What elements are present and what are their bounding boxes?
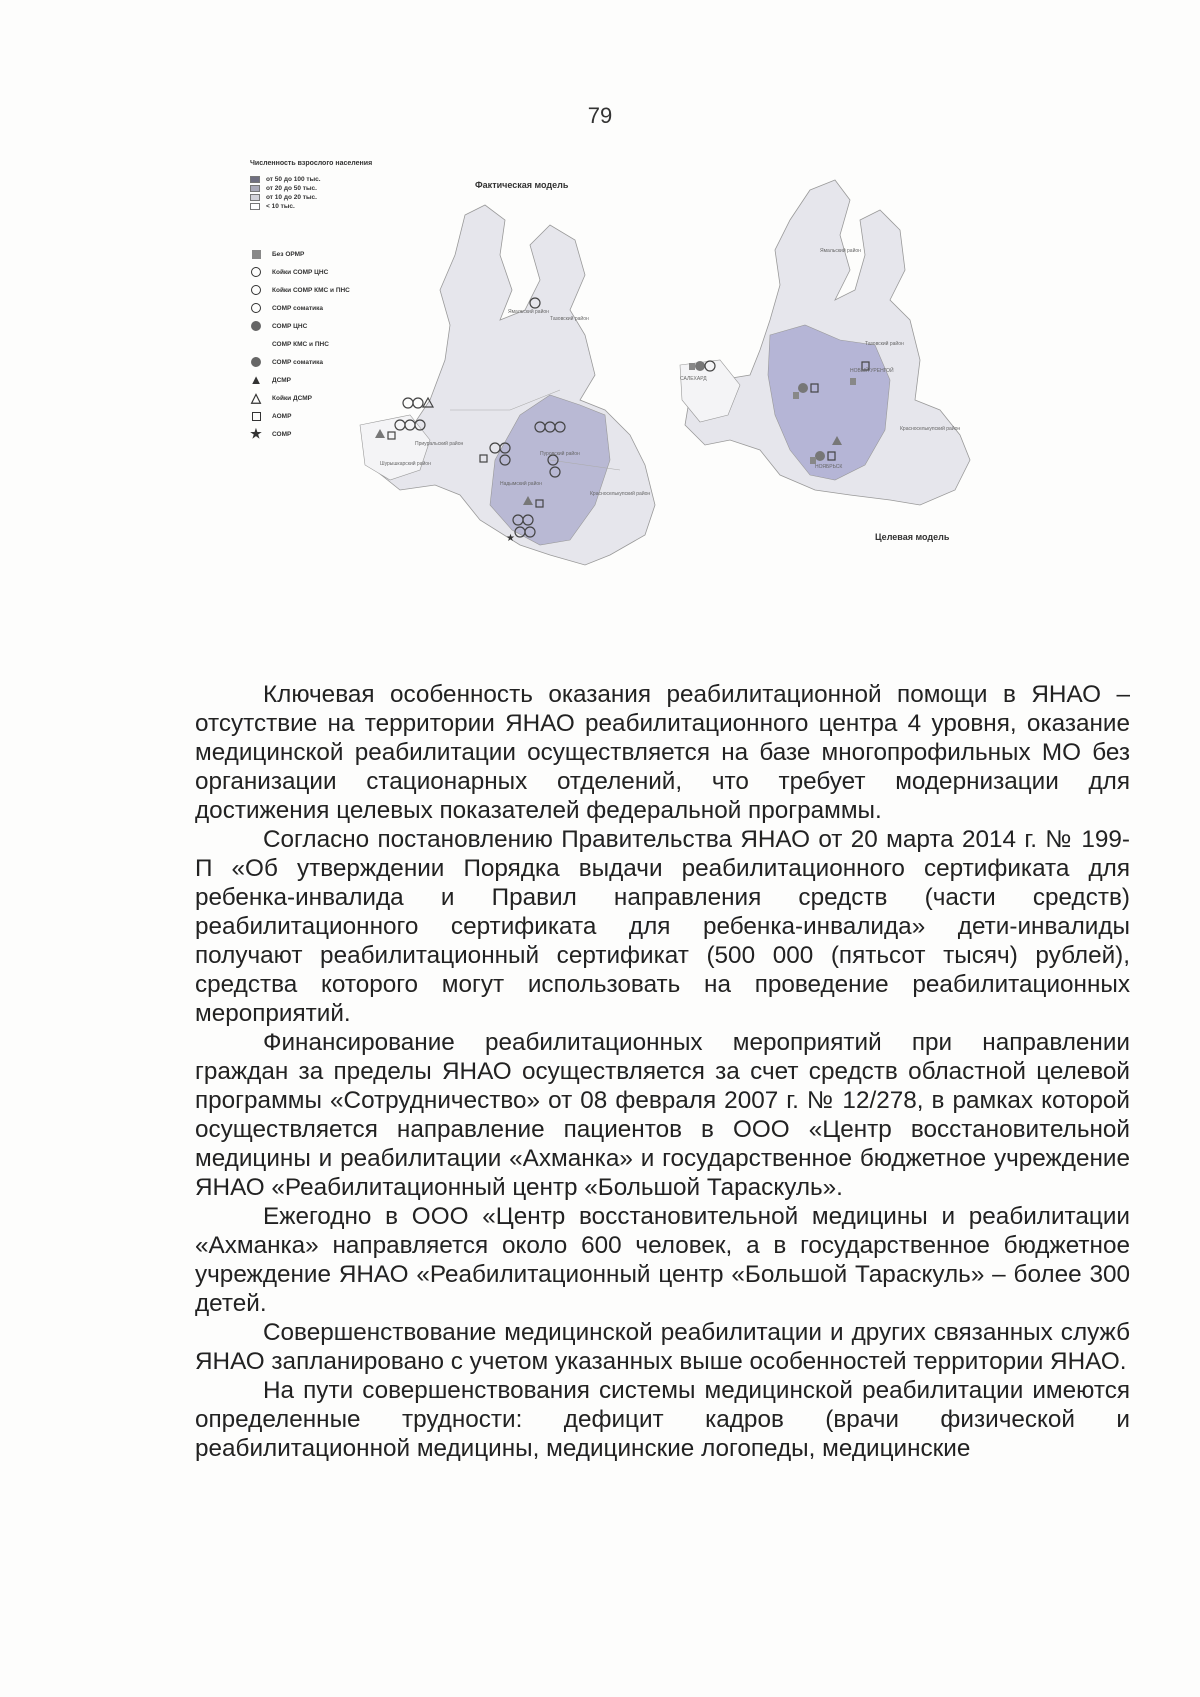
legend-range-label: от 20 до 50 тыс. [266, 185, 317, 192]
circle-outline-icon [250, 266, 262, 278]
legend-title: Численность взрослого населения [250, 160, 373, 167]
map-label: Ямальский район [508, 309, 549, 315]
legend-symbol-row [250, 353, 410, 371]
legend-swatch [250, 203, 260, 210]
legend-symbol-label: СОМР [272, 430, 292, 438]
legend-range-row [250, 184, 410, 193]
legend-symbol-row [250, 263, 410, 281]
legend-symbol-label: СОМР соматика [272, 358, 324, 366]
target-model-map [680, 180, 970, 505]
map-label: НОВЫЙ УРЕНГОЙ [850, 368, 894, 374]
page-number: 79 [587, 103, 613, 128]
paragraph: Совершенствование медицинской реабилитации и других связанных служб ЯНАО запланировано с учетом указанных выше особенностей территории ЯНАО. [195, 1319, 1130, 1375]
map-label: Ямальский район [820, 248, 861, 254]
map-label: САЛЕХАРД [680, 376, 707, 382]
legend-symbol-list [250, 245, 410, 443]
blank-icon [250, 338, 262, 350]
paragraph: На пути совершенствования системы медицинской реабилитации имеются определенные трудности: дефицит кадров (врачи физической и реабилитационной медицины, медицинские логопеды, медицинские [195, 1377, 1130, 1462]
legend-symbol-row [250, 425, 410, 443]
square-filled-icon [250, 248, 262, 260]
legend-symbol-label: ДСМР [272, 376, 291, 384]
map-marker-circle [413, 398, 423, 408]
circle-outline-icon [250, 302, 262, 314]
square-outline-icon [250, 410, 262, 422]
rehabilitation-model-figure [250, 160, 1060, 610]
map-marker-square [793, 392, 799, 399]
paragraph: Финансирование реабилитационных мероприятий при направлении граждан за пределы ЯНАО осуществляется за счет средств областной целевой программы «Сотрудничество» от 08 февраля 2007 г. № 12/278, в рамках которой осуществляется направление пациентов в ООО «Центр восстановительной медицины и реабилитации «Ахманка» и государственное бюджетное учреждение ЯНАО «Реабилитационный центр «Большой Тараскуль». [195, 1029, 1130, 1201]
legend-swatch [250, 185, 260, 192]
map-marker-circle [815, 451, 825, 461]
map-marker-square [850, 378, 856, 385]
actual-model-title: Фактическая модель [475, 180, 569, 190]
legend-symbol-row [250, 407, 410, 425]
legend-symbol-label: СОМР соматика [272, 304, 324, 312]
paragraph: Ежегодно в ООО «Центр восстановительной медицины и реабилитации «Ахманка» направляется около 600 человек, а в государственное бюджетное учреждение ЯНАО «Реабилитационный центр «Большой Тараскуль» – более 300 детей. [195, 1203, 1130, 1317]
legend-symbol-label: Без ОРМР [272, 250, 305, 258]
legend-range-label: < 10 тыс. [266, 203, 295, 210]
legend-range-row [250, 193, 410, 202]
legend-symbol-row [250, 317, 410, 335]
legend-symbol-row [250, 281, 410, 299]
legend-symbol-label: СОМР КМС и ПНС [272, 340, 329, 348]
map-label: Приуральский район [415, 441, 464, 447]
legend-range-label: от 50 до 100 тыс. [266, 176, 321, 183]
paragraph: Согласно постановлению Правительства ЯНАО от 20 марта 2014 г. № 199-П «Об утверждении Порядка выдачи реабилитационного сертификата для ребенка-инвалида и Правил направления средств (части средств) реабилитационного сертификата для ребенка-инвалида» дети-инвалиды получают реабилитационный сертификат (500 000 (пятьсот тысяч) рублей), средства которого могут использовать на проведение реабилитационных мероприятий. [195, 826, 1130, 1027]
circle-filled-icon [250, 320, 262, 332]
legend-symbol-label: Койки ДСМР [272, 394, 312, 402]
legend-symbol-label: АОМР [272, 412, 292, 420]
legend-swatch [250, 176, 260, 183]
body-text [195, 680, 1130, 1463]
map-marker-star: ★ [506, 533, 515, 544]
map-label: НОЯБРЬСК [815, 464, 843, 470]
circle-outline-icon [250, 284, 262, 296]
legend-symbol-row [250, 335, 410, 353]
legend-symbol-row [250, 389, 410, 407]
triangle-filled-icon: ▲ [249, 372, 263, 387]
legend-range-row [250, 202, 410, 211]
legend-symbol-row [250, 371, 410, 389]
map-label: Надымский район [500, 481, 542, 487]
map-label: Тазовский район [550, 316, 589, 322]
paragraph: Ключевая особенность оказания реабилитационной помощи в ЯНАО – отсутствие на территории ЯНАО реабилитационного центра 4 уровня, оказание медицинской реабилитации осуществляется на базе многопрофильных МО без организации стационарных отделений, что требует модернизации для достижения целевых показателей федеральной программы. [195, 681, 1130, 824]
map-marker-square [689, 363, 695, 370]
target-model-title: Целевая модель [875, 532, 950, 542]
map-marker-circle [798, 383, 808, 393]
map-label: Тазовский район [865, 341, 904, 347]
map-label: Красноселькупский район [900, 426, 961, 432]
legend-symbol-label: Койки СОМР КМС и ПНС [272, 286, 350, 294]
triangle-outline-icon: △ [251, 390, 261, 405]
map-label: Красноселькупский район [590, 491, 651, 497]
circle-filled-icon [250, 356, 262, 368]
map-marker-square [810, 457, 816, 464]
legend-range-label: от 10 до 20 тыс. [266, 194, 317, 201]
legend-swatch [250, 194, 260, 201]
legend-symbol-row [250, 299, 410, 317]
star-icon: ★ [250, 426, 262, 441]
map-label: Шурышкарский район [380, 461, 431, 467]
map-legend [250, 160, 410, 443]
legend-symbol-label: СОМР ЦНС [272, 322, 308, 330]
legend-range-row [250, 175, 410, 184]
map-label: Пуровский район [540, 451, 580, 457]
legend-symbol-row [250, 245, 410, 263]
legend-symbol-label: Койки СОМР ЦНС [272, 268, 329, 276]
map-marker-circle [695, 361, 705, 371]
